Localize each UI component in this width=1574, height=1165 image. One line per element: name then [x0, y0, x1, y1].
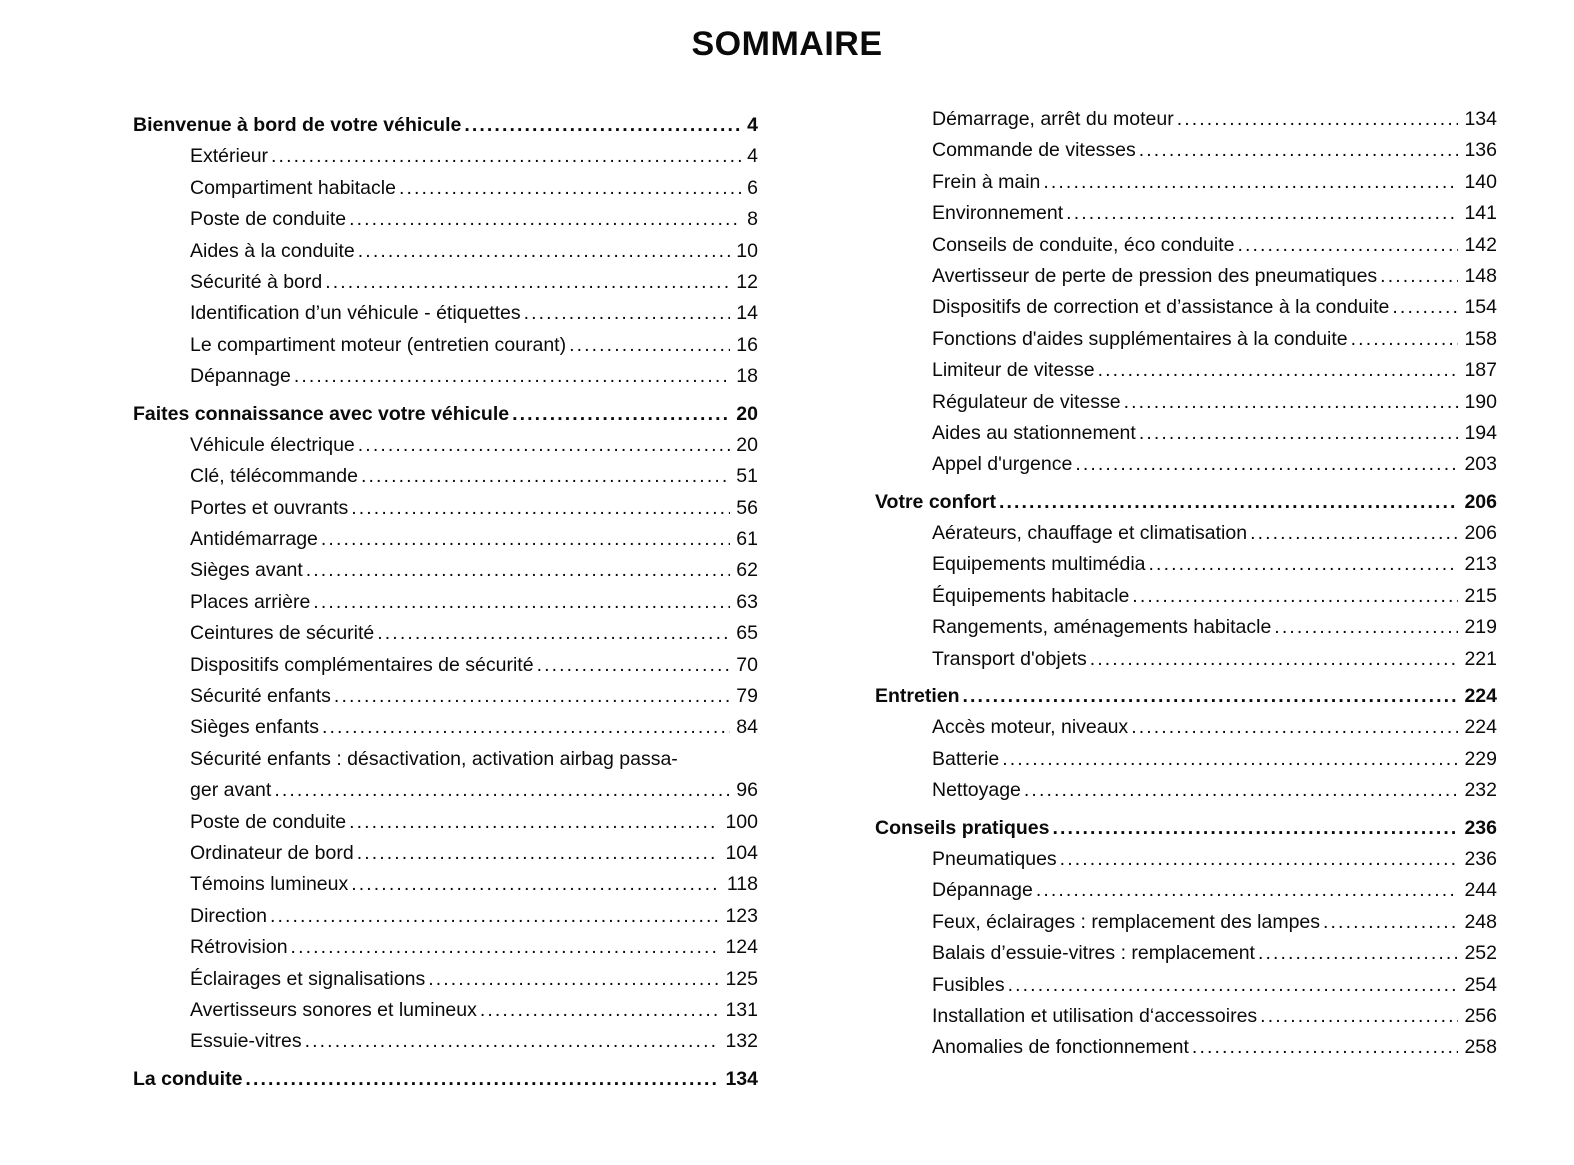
leader-dots	[1043, 167, 1458, 198]
toc-entry-page: 96	[736, 779, 758, 802]
toc-entry-page: 63	[736, 590, 758, 613]
leader-dots	[1274, 612, 1458, 643]
toc-entry-page: 154	[1464, 296, 1497, 319]
toc-entry-row	[133, 493, 758, 524]
toc-entry-label: Dépannage	[932, 879, 1033, 902]
leader-dots	[428, 964, 719, 995]
toc-entry-page: 229	[1464, 747, 1497, 770]
leader-dots	[1139, 418, 1459, 449]
toc-entry-row	[875, 261, 1497, 292]
leader-dots	[351, 869, 721, 900]
toc-entry-page: 6	[747, 176, 758, 199]
toc-entry-page: 16	[736, 333, 758, 356]
toc-entry-row	[133, 869, 758, 900]
toc-entry-row	[875, 1001, 1497, 1032]
toc-column-right	[875, 104, 1497, 1064]
leader-dots	[480, 995, 720, 1026]
toc-entry-page: 125	[725, 967, 758, 990]
leader-dots	[1237, 230, 1458, 261]
toc-entry-label: Conseils de conduite, éco conduite	[932, 233, 1235, 256]
toc-entry-row	[133, 141, 758, 172]
toc-entry-page: 124	[725, 936, 758, 959]
toc-entry-page: 158	[1464, 327, 1497, 350]
toc-entry-page: 136	[1464, 139, 1497, 162]
leader-dots	[1060, 844, 1459, 875]
toc-section-row	[875, 813, 1497, 844]
toc-entry-label: Compartiment habitacle	[190, 176, 396, 199]
leader-dots	[1098, 355, 1459, 386]
leader-dots	[305, 1026, 720, 1057]
toc-entry-label: Identification d’un véhicule - étiquettes	[190, 302, 521, 325]
leader-dots	[274, 775, 730, 806]
leader-dots	[1002, 744, 1458, 775]
toc-entry-page: 18	[736, 365, 758, 388]
leader-dots	[1132, 581, 1458, 612]
toc-entry-label: Dépannage	[190, 365, 291, 388]
toc-entry-label: Places arrière	[190, 590, 311, 613]
toc-entry-label: Régulateur de vitesse	[932, 390, 1121, 413]
toc-entry-label: Bienvenue à bord de votre véhicule	[133, 114, 462, 136]
toc-section-row	[875, 681, 1497, 712]
toc-entry-label: Direction	[190, 904, 267, 927]
toc-entry-page: 221	[1464, 647, 1497, 670]
leader-dots	[1139, 135, 1459, 166]
toc-entry-page: 10	[736, 239, 758, 262]
toc-entry-label: Aides au stationnement	[932, 421, 1136, 444]
toc-entry-page: 123	[725, 904, 758, 927]
toc-entry-row	[133, 298, 758, 329]
toc-entry-row	[875, 644, 1497, 675]
toc-entry-row	[133, 712, 758, 743]
toc-entry-page: 140	[1464, 170, 1497, 193]
toc-entry-page: 258	[1464, 1036, 1497, 1059]
toc-entry-label: Pneumatiques	[932, 847, 1057, 870]
toc-entry-page: 20	[736, 433, 758, 456]
leader-dots	[294, 361, 730, 392]
toc-section-row	[133, 399, 758, 430]
toc-entry-row	[875, 844, 1497, 875]
toc-entry-label: Nettoyage	[932, 779, 1021, 802]
toc-entry-label: Commande de vitesses	[932, 139, 1136, 162]
leader-dots	[357, 838, 720, 869]
toc-entry-row	[133, 430, 758, 461]
toc-entry-row	[875, 355, 1497, 386]
toc-entry-row	[133, 555, 758, 586]
toc-entry-page: 254	[1464, 973, 1497, 996]
toc-entry-row	[133, 1026, 758, 1057]
leader-dots	[349, 807, 719, 838]
leader-dots	[1392, 292, 1458, 323]
toc-entry-label: Appel d'urgence	[932, 453, 1073, 476]
leader-dots	[1380, 261, 1458, 292]
toc-entry-label: Poste de conduite	[190, 810, 347, 833]
toc-entry-label: Limiteur de vitesse	[932, 359, 1095, 382]
leader-dots	[1351, 324, 1459, 355]
toc-entry-row	[875, 549, 1497, 580]
toc-entry-row	[133, 461, 758, 492]
toc-entry-page: 132	[725, 1030, 758, 1053]
toc-entry-label: Ordinateur de bord	[190, 841, 354, 864]
toc-entry-row	[875, 230, 1497, 261]
toc-entry-page: 100	[725, 810, 758, 833]
toc-entry-row	[133, 995, 758, 1026]
toc-entry-label: Votre confort	[875, 490, 996, 513]
leader-dots	[291, 932, 720, 963]
leader-dots	[524, 298, 731, 329]
toc-entry-page: 104	[725, 841, 758, 864]
toc-entry-page: 236	[1464, 847, 1497, 870]
toc-entry-page: 61	[736, 528, 758, 551]
toc-entry-page: 232	[1464, 779, 1497, 802]
toc-entry-row	[875, 449, 1497, 480]
leader-dots	[334, 681, 730, 712]
toc-entry-row	[875, 712, 1497, 743]
toc-entry-label: Entretien	[875, 685, 960, 708]
toc-entry-page: 62	[736, 559, 758, 582]
toc-entry-label: Transport d'objets	[932, 647, 1087, 670]
toc-entry-row	[133, 204, 758, 235]
toc-entry-page: 20	[736, 402, 758, 425]
toc-entry-page: 79	[736, 685, 758, 708]
toc-entry-label: Éclairages et signalisations	[190, 967, 426, 990]
toc-entry-row	[875, 875, 1497, 906]
toc-entry-page: 219	[1464, 616, 1497, 639]
toc-entry-row	[133, 838, 758, 869]
toc-entry-row	[875, 387, 1497, 418]
toc-entry-page: 8	[747, 208, 758, 231]
toc-entry-label: Antidémarrage	[190, 528, 318, 551]
leader-dots	[1036, 875, 1459, 906]
leader-dots	[325, 267, 730, 298]
toc-entry-row	[133, 524, 758, 555]
toc-entry-label: Accès moteur, niveaux	[932, 716, 1129, 739]
leader-dots	[349, 204, 741, 235]
toc-entry-row	[133, 681, 758, 712]
toc-entry-label: Véhicule électrique	[190, 433, 355, 456]
leader-dots	[399, 173, 741, 204]
toc-entry-label: Batterie	[932, 747, 1000, 770]
toc-entry-page: 194	[1464, 421, 1497, 444]
toc-entry-row	[875, 1032, 1497, 1063]
leader-dots	[1177, 104, 1459, 135]
toc-entry-page: 51	[736, 465, 758, 488]
toc-entry-label: Avertisseur de perte de pression des pneumatiques	[932, 264, 1378, 287]
leader-dots	[512, 399, 730, 430]
toc-entry-page: 12	[736, 270, 758, 293]
toc-entry-label: Frein à main	[932, 170, 1041, 193]
toc-entry-page: 206	[1464, 490, 1497, 513]
leader-dots	[1066, 198, 1458, 229]
toc-entry-page: 141	[1464, 202, 1497, 225]
leader-dots	[1258, 938, 1458, 969]
toc-entry-page: 236	[1464, 816, 1497, 839]
leader-dots	[377, 618, 730, 649]
toc-entry-row	[133, 964, 758, 995]
toc-entry-label: Poste de conduite	[190, 208, 347, 231]
toc-entry-label: Ceintures de sécurité	[190, 622, 375, 645]
toc-entry-label: Avertisseurs sonores et lumineux	[190, 998, 477, 1021]
leader-dots	[361, 461, 730, 492]
toc-entry-label: Essuie-vitres	[190, 1030, 302, 1053]
leader-dots	[1090, 644, 1459, 675]
toc-entry-label: Extérieur	[190, 145, 269, 168]
toc-entry-label: Équipements habitacle	[932, 584, 1130, 607]
leader-dots	[306, 555, 731, 586]
toc-entry-page: 4	[747, 114, 758, 136]
toc-entry-row	[133, 361, 758, 392]
leader-dots	[1124, 387, 1459, 418]
toc-entry-page: 244	[1464, 879, 1497, 902]
toc-entry-row	[133, 932, 758, 963]
toc-entry-label: Aérateurs, chauffage et climatisation	[932, 522, 1248, 545]
toc-entry-label: Equipements multimédia	[932, 553, 1146, 576]
leader-dots	[271, 141, 741, 172]
toc-entry-page: 190	[1464, 390, 1497, 413]
leader-dots	[1260, 1001, 1458, 1032]
leader-dots	[1075, 449, 1458, 480]
page-title: SOMMAIRE	[691, 25, 883, 63]
leader-dots	[313, 587, 730, 618]
toc-entry-row	[133, 744, 758, 775]
toc-entry-page: 84	[736, 716, 758, 739]
toc-entry-row	[875, 581, 1497, 612]
toc-entry-label: Rangements, aménagements habitacle	[932, 616, 1272, 639]
toc-entry-row	[133, 330, 758, 361]
toc-entry-row	[133, 618, 758, 649]
toc-entry-row	[875, 292, 1497, 323]
toc-entry-row	[875, 907, 1497, 938]
leader-dots	[464, 110, 741, 141]
toc-entry-page: 224	[1464, 716, 1497, 739]
toc-entry-row	[875, 518, 1497, 549]
toc-entry-label: Sécurité enfants : désactivation, activation airbag passa-	[190, 747, 678, 770]
toc-entry-page: 70	[736, 653, 758, 676]
toc-entry-label: Témoins lumineux	[190, 873, 349, 896]
toc-entry-label: Sécurité enfants	[190, 685, 331, 708]
leader-dots	[270, 901, 720, 932]
toc-entry-label: Le compartiment moteur (entretien courant)	[190, 333, 567, 356]
toc-entry-page: 14	[736, 302, 758, 325]
leader-dots	[358, 430, 731, 461]
toc-entry-row	[133, 267, 758, 298]
toc-entry-row	[875, 198, 1497, 229]
toc-entry-label: Sièges avant	[190, 559, 303, 582]
toc-entry-page: 248	[1464, 910, 1497, 933]
toc-entry-label: Faites connaissance avec votre véhicule	[133, 402, 510, 425]
leader-dots	[351, 493, 730, 524]
toc-entry-label: Sièges enfants	[190, 716, 320, 739]
toc-entry-label: Démarrage, arrêt du moteur	[932, 108, 1174, 130]
leader-dots	[1192, 1032, 1459, 1063]
toc-entry-row	[875, 970, 1497, 1001]
toc-entry-label: Installation et utilisation d‘accessoires	[932, 1004, 1258, 1027]
toc-entry-page: 118	[726, 873, 758, 896]
leader-dots	[999, 487, 1458, 518]
toc-entry-row	[133, 807, 758, 838]
toc-entry-row	[875, 324, 1497, 355]
toc-entry-label: Clé, télécommande	[190, 465, 358, 488]
toc-entry-page: 213	[1464, 553, 1497, 576]
toc-entry-label: Fonctions d'aides supplémentaires à la conduite	[932, 327, 1348, 350]
toc-entry-page: 203	[1464, 453, 1497, 476]
toc-entry-page: 206	[1464, 522, 1497, 545]
toc-section-row	[875, 487, 1497, 518]
leader-dots	[1149, 549, 1459, 580]
toc-column-left	[133, 110, 758, 1095]
toc-entry-row	[133, 236, 758, 267]
toc-entry-row	[133, 587, 758, 618]
toc-entry-page: 215	[1464, 584, 1497, 607]
toc-entry-row	[133, 650, 758, 681]
toc-entry-row	[875, 418, 1497, 449]
toc-entry-label: Dispositifs complémentaires de sécurité	[190, 653, 534, 676]
leader-dots	[1024, 775, 1459, 806]
toc-entry-page: 256	[1464, 1004, 1497, 1027]
leader-dots	[569, 330, 730, 361]
toc-entry-label: ger avant	[190, 779, 272, 802]
toc-entry-label: Dispositifs de correction et d’assistance à la conduite	[932, 296, 1390, 319]
leader-dots	[963, 681, 1459, 712]
leader-dots	[1131, 712, 1458, 743]
leader-dots	[1323, 907, 1458, 938]
toc-entry-row	[875, 104, 1497, 135]
toc-entry-row	[133, 173, 758, 204]
toc-section-row	[133, 1064, 758, 1095]
toc-entry-page: 148	[1464, 264, 1497, 287]
toc-entry-page: 56	[736, 496, 758, 519]
toc-entry-label: Anomalies de fonctionnement	[932, 1036, 1189, 1059]
toc-entry-page: 252	[1464, 942, 1497, 965]
toc-entry-label: Sécurité à bord	[190, 270, 323, 293]
toc-entry-label: Portes et ouvrants	[190, 496, 349, 519]
toc-entry-row	[133, 775, 758, 806]
toc-entry-row	[875, 775, 1497, 806]
leader-dots	[537, 650, 731, 681]
toc-entry-row	[875, 744, 1497, 775]
toc-entry-page: 224	[1464, 685, 1497, 708]
leader-dots	[358, 236, 731, 267]
toc-entry-page: 142	[1464, 233, 1497, 256]
toc-entry-label: Aides à la conduite	[190, 239, 355, 262]
leader-dots	[321, 524, 730, 555]
toc-entry-label: La conduite	[133, 1067, 243, 1090]
toc-entry-row	[875, 135, 1497, 166]
leader-dots	[1052, 813, 1458, 844]
toc-entry-label: Feux, éclairages : remplacement des lampes	[932, 910, 1321, 933]
toc-entry-row	[875, 167, 1497, 198]
toc-entry-label: Environnement	[932, 202, 1064, 225]
toc-entry-row	[875, 612, 1497, 643]
toc-entry-page: 65	[736, 622, 758, 645]
toc-entry-label: Rétrovision	[190, 936, 288, 959]
toc-entry-row	[875, 938, 1497, 969]
toc-entry-row	[133, 901, 758, 932]
leader-dots	[322, 712, 730, 743]
leader-dots	[1008, 970, 1459, 1001]
leader-dots	[1250, 518, 1458, 549]
toc-entry-page: 4	[747, 145, 758, 168]
leader-dots	[245, 1064, 719, 1095]
toc-entry-page: 131	[725, 998, 758, 1021]
toc-entry-label: Conseils pratiques	[875, 816, 1050, 839]
toc-entry-label: Fusibles	[932, 973, 1005, 996]
toc-entry-page: 134	[725, 1067, 758, 1090]
toc-entry-page: 187	[1464, 359, 1497, 382]
toc-entry-label: Balais d’essuie-vitres : remplacement	[932, 942, 1255, 965]
toc-entry-page: 134	[1464, 108, 1497, 130]
toc-section-row	[133, 110, 758, 141]
